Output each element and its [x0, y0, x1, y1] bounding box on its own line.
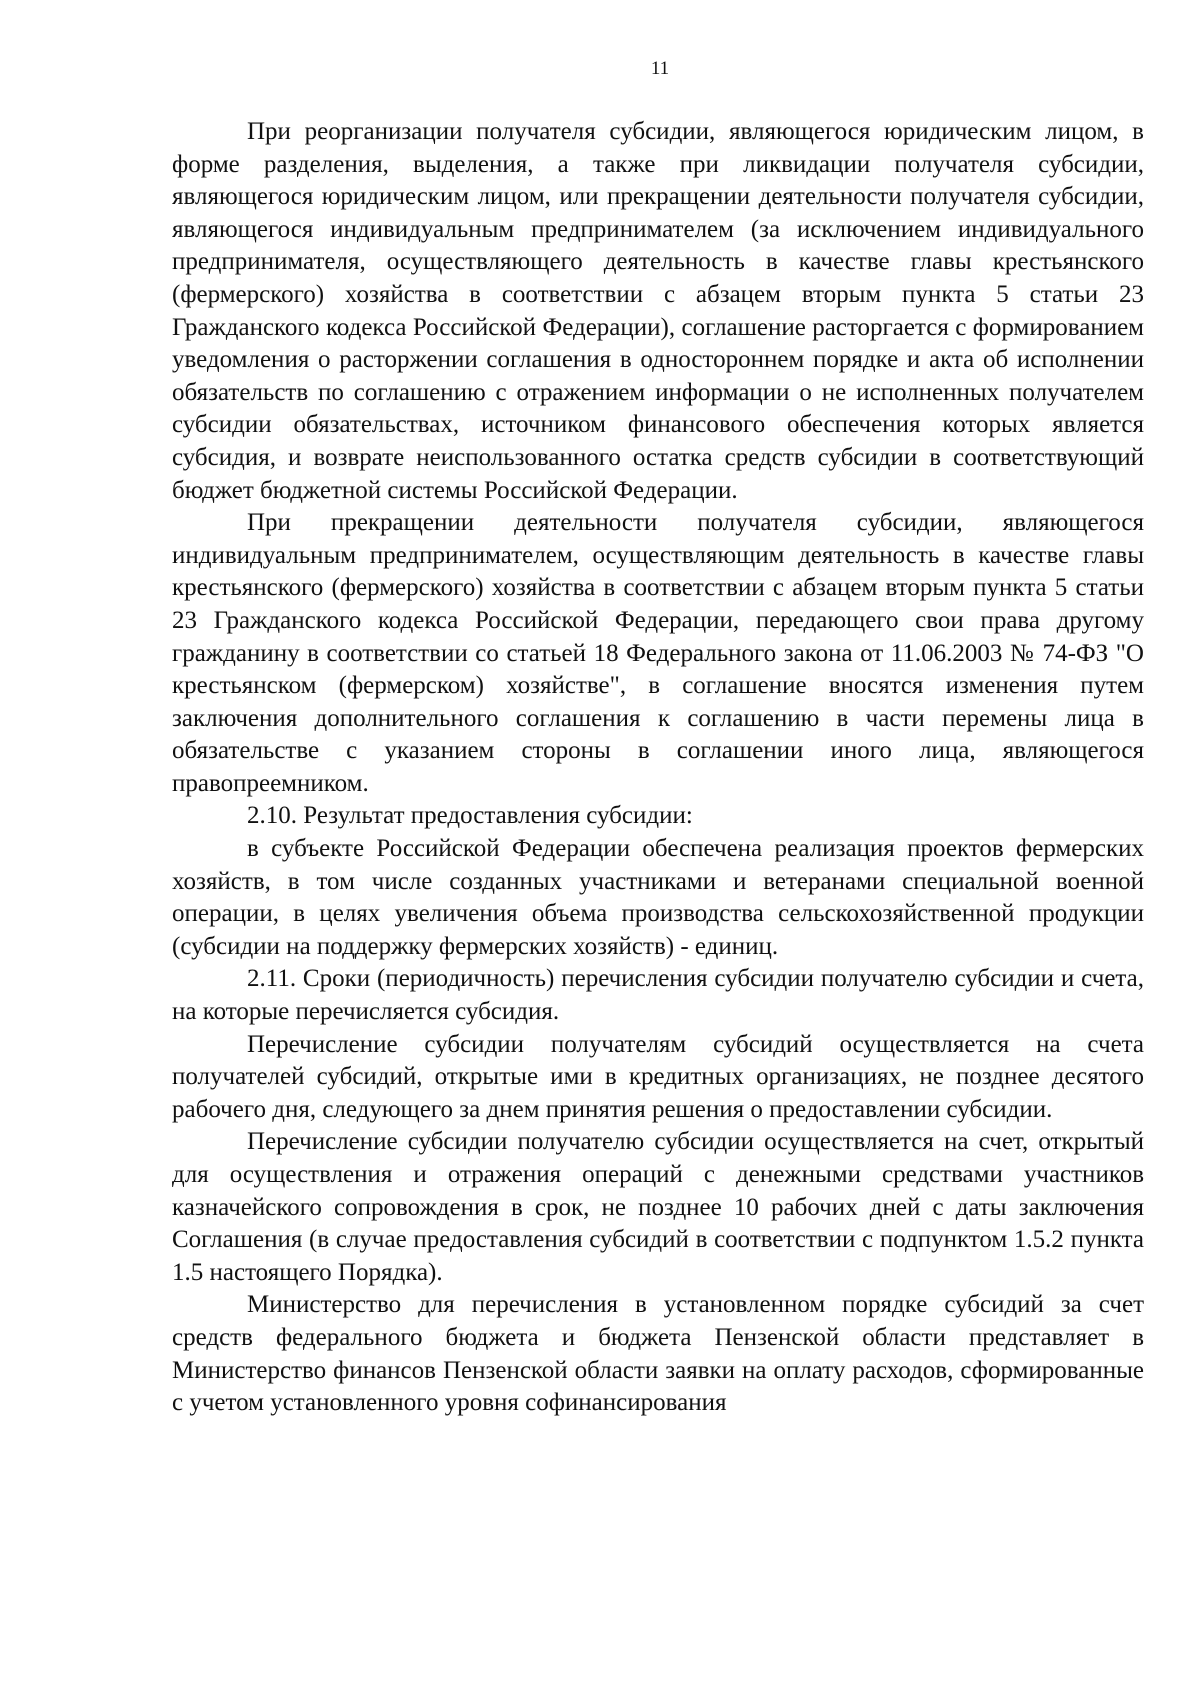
paragraph-transfer-treasury: Перечисление субсидии получателю субсидии осуществляется на счет, открытый для осуществления и отражения операций с денежными средствами участников казначейского сопровождения в срок, не позднее 10 рабочих дней с даты заключения Соглашения (в случае предоставления субсидий в соответствии с подпунктом 1.5.2 пункта 1.5 настоящего Порядка). — [172, 1128, 1144, 1286]
paragraph-ministry-requests: Министерство для перечисления в установленном порядке субсидий за счет средств федерального бюджета и бюджета Пензенской области представляет в Министерство финансов Пензенской области заявки на оплату расходов, сформированные с учетом установленного уровня софинансирования — [172, 1291, 1144, 1417]
paragraph-2-10-result: в субъекте Российской Федерации обеспечена реализация проектов фермерских хозяйств, в том числе созданных участниками и ветеранами специальной военной операции, в целях увеличения объема производства сельскохозяйственной продукции (субсидии на поддержку фермерских хозяйств) - единиц. — [172, 835, 1144, 960]
document-body — [172, 116, 1144, 1420]
paragraph-transfer-credit-org: Перечисление субсидии получателям субсидий осуществляется на счета получателей субсидий, открытые ими в кредитных организациях, не позднее десятого рабочего дня, следующего за днем принятия решения о предоставлении субсидии. — [172, 1030, 1144, 1123]
page-number: 11 — [650, 58, 670, 79]
paragraph-2-11-heading: 2.11. Сроки (периодичность) перечисления субсидии получателю субсидии и счета, на которые перечисляется субсидия. — [172, 965, 1144, 1026]
paragraph-termination-farm: При прекращении деятельности получателя субсидии, являющегося индивидуальным предпринимателем, осуществляющим деятельность в качестве главы крестьянского (фермерского) хозяйства в соответствии с абзацем вторым пункта 5 статьи 23 Гражданского кодекса Российской Федерации, передающего свои права другому гражданину в соответствии со статьей 18 Федерального закона от 11.06.2003 № 74-ФЗ "О крестьянском (фермерском) хозяйстве", в соглашение вносятся изменения путем заключения дополнительного соглашения к соглашению в части перемены лица в обязательстве с указанием стороны в соглашении иного лица, являющегося правопреемником. — [172, 509, 1144, 797]
paragraph-reorganization: При реорганизации получателя субсидии, являющегося юридическим лицом, в форме разделения, выделения, а также при ликвидации получателя субсидии, являющегося юридическим лицом, или прекращении деятельности получателя субсидии, являющегося индивидуальным предпринимателем (за исключением индивидуального предпринимателя, осуществляющего деятельность в качестве главы крестьянского (фермерского) хозяйства в соответствии с абзацем вторым пункта 5 статьи 23 Гражданского кодекса Российской Федерации), соглашение расторгается с формированием уведомления о расторжении соглашения в одностороннем порядке и акта об исполнении обязательств по соглашению с отражением информации о не исполненных получателем субсидии обязательствах, источником финансового обеспечения которых является субсидия, и возврате неиспользованного остатка средств субсидии в соответствующий бюджет бюджетной системы Российской Федерации. — [172, 118, 1144, 504]
paragraph-2-10-heading: 2.10. Результат предоставления субсидии: — [247, 802, 693, 830]
